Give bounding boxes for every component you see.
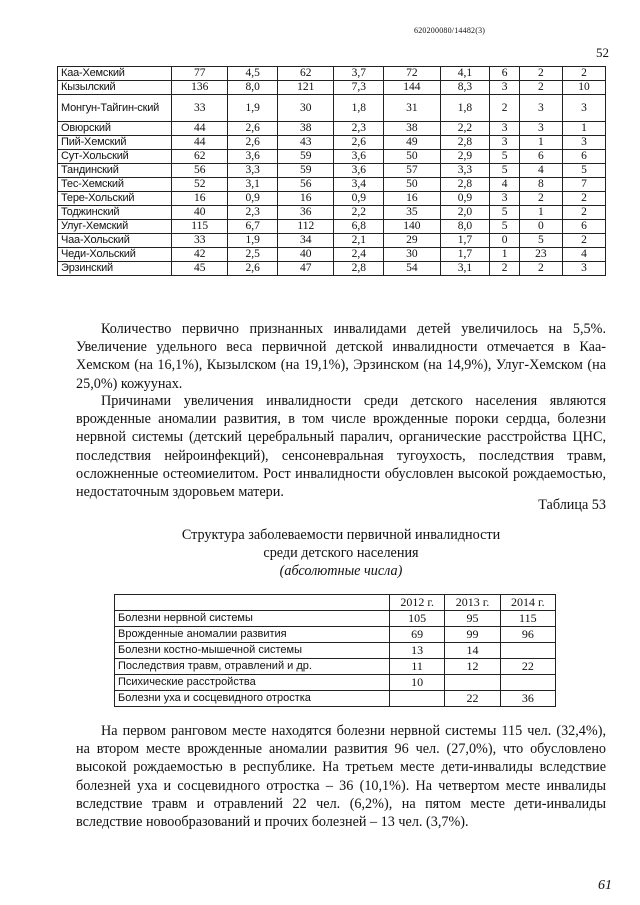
table-cell: 57 xyxy=(384,164,440,178)
table-cell: 8 xyxy=(519,178,562,192)
district-name: Тандинский xyxy=(58,164,172,178)
table-cell: 3 xyxy=(490,81,520,95)
table-title-line2: среди детского населения xyxy=(263,545,419,561)
table-cell: 7 xyxy=(562,178,605,192)
table-cell: 1,7 xyxy=(440,234,490,248)
table-row xyxy=(58,164,606,178)
table-cell: 1,9 xyxy=(228,234,278,248)
table-cell: 47 xyxy=(278,262,334,276)
table-cell: 22 xyxy=(500,659,555,675)
table-cell: 0,9 xyxy=(228,192,278,206)
district-name: Эрзинский xyxy=(58,262,172,276)
table-cell: 1,8 xyxy=(440,95,490,122)
table-cell xyxy=(390,691,445,707)
table-cell: 54 xyxy=(384,262,440,276)
table-cell: 50 xyxy=(384,178,440,192)
page-number: 52 xyxy=(596,45,609,60)
table-cell: 2,8 xyxy=(440,136,490,150)
table-cell: 2,8 xyxy=(334,262,384,276)
table-cell: 115 xyxy=(172,220,228,234)
table-cell: 0 xyxy=(490,234,520,248)
table-cell: 3,1 xyxy=(440,262,490,276)
table-cell: 36 xyxy=(500,691,555,707)
table-cell: 2,2 xyxy=(440,122,490,136)
disease-category: Последствия травм, отравлений и др. xyxy=(115,659,390,675)
paragraph-ranking xyxy=(76,722,606,831)
table-row xyxy=(115,627,556,643)
table-cell: 33 xyxy=(172,95,228,122)
disease-category: Врожденные аномалии развития xyxy=(115,627,390,643)
table-row xyxy=(58,67,606,81)
disease-category: Болезни костно-мышечной системы xyxy=(115,643,390,659)
district-name: Сут-Хольский xyxy=(58,150,172,164)
table-cell: 16 xyxy=(278,192,334,206)
table-cell: 3 xyxy=(562,136,605,150)
table-cell: 105 xyxy=(390,611,445,627)
table-cell: 3 xyxy=(490,136,520,150)
table-number-label: Таблица 53 xyxy=(538,497,606,513)
table-cell: 4 xyxy=(490,178,520,192)
table-cell: 62 xyxy=(278,67,334,81)
table-cell: 42 xyxy=(172,248,228,262)
district-disability-table xyxy=(57,66,606,276)
header-empty-cell xyxy=(115,595,390,611)
table-cell: 45 xyxy=(172,262,228,276)
table-cell: 56 xyxy=(278,178,334,192)
table-cell: 2,9 xyxy=(440,150,490,164)
table-cell: 3 xyxy=(519,122,562,136)
table-cell: 0,9 xyxy=(334,192,384,206)
table-cell: 50 xyxy=(384,150,440,164)
table-title-line3: (абсолютные числа) xyxy=(279,563,403,579)
table-cell: 59 xyxy=(278,164,334,178)
table-cell: 3,3 xyxy=(440,164,490,178)
table-cell: 44 xyxy=(172,136,228,150)
morbidity-structure-table xyxy=(114,594,556,707)
table-cell: 43 xyxy=(278,136,334,150)
table-cell: 2,5 xyxy=(228,248,278,262)
table-cell: 30 xyxy=(384,248,440,262)
disease-category: Болезни уха и сосцевидного отростка xyxy=(115,691,390,707)
paragraph-increase-text: Количество первично признанных инвалидами детей увеличилось на 5,5%. Увеличение удельного веса первичной детской инвалидности отмечается в Каа-Хемском (на 16,1%), Кызылском (на 19,1%), Эрзинском (на 14,9%), Улуг-Хемском (на 25,0%) кожуунах. xyxy=(76,321,606,392)
table-cell: 36 xyxy=(278,206,334,220)
table-cell: 5 xyxy=(490,150,520,164)
table-cell: 4 xyxy=(562,248,605,262)
table-row xyxy=(58,81,606,95)
table-row xyxy=(58,150,606,164)
table-cell: 2,8 xyxy=(440,178,490,192)
district-name: Овюрский xyxy=(58,122,172,136)
table-cell: 2,6 xyxy=(228,136,278,150)
table-cell: 112 xyxy=(278,220,334,234)
district-name: Каа-Хемский xyxy=(58,67,172,81)
table-cell: 2 xyxy=(519,262,562,276)
table-row xyxy=(115,611,556,627)
table-cell: 136 xyxy=(172,81,228,95)
table-cell: 2,0 xyxy=(440,206,490,220)
table-cell: 4 xyxy=(519,164,562,178)
table-cell: 7,3 xyxy=(334,81,384,95)
table-cell: 2 xyxy=(519,81,562,95)
table-row xyxy=(58,178,606,192)
table-cell: 95 xyxy=(445,611,500,627)
district-name: Тоджинский xyxy=(58,206,172,220)
table-row xyxy=(58,192,606,206)
table-cell: 40 xyxy=(278,248,334,262)
table-cell: 6 xyxy=(519,150,562,164)
table-cell: 0,9 xyxy=(440,192,490,206)
table-cell: 3 xyxy=(490,122,520,136)
table-cell xyxy=(500,643,555,659)
table-cell: 1,9 xyxy=(228,95,278,122)
table-cell: 8,0 xyxy=(228,81,278,95)
table-cell: 16 xyxy=(172,192,228,206)
district-name: Монгун-Тайгин-ский xyxy=(58,95,172,122)
table-row xyxy=(58,220,606,234)
table-cell: 3 xyxy=(562,95,605,122)
table-cell: 11 xyxy=(390,659,445,675)
year-2012-header: 2012 г. xyxy=(390,595,445,611)
table-cell xyxy=(445,675,500,691)
district-name: Тере-Хольский xyxy=(58,192,172,206)
table-cell: 2,6 xyxy=(228,122,278,136)
disease-category: Болезни нервной системы xyxy=(115,611,390,627)
table-cell: 56 xyxy=(172,164,228,178)
table-cell: 16 xyxy=(384,192,440,206)
table-cell: 140 xyxy=(384,220,440,234)
table-cell: 2,3 xyxy=(334,122,384,136)
table-cell: 121 xyxy=(278,81,334,95)
table-row xyxy=(58,136,606,150)
table-cell: 40 xyxy=(172,206,228,220)
table-row xyxy=(115,675,556,691)
table-cell: 44 xyxy=(172,122,228,136)
district-name: Улуг-Хемский xyxy=(58,220,172,234)
table-cell: 3,3 xyxy=(228,164,278,178)
table-cell: 38 xyxy=(384,122,440,136)
table-cell: 34 xyxy=(278,234,334,248)
table-cell: 2 xyxy=(562,67,605,81)
table-row xyxy=(58,122,606,136)
table-title-line1: Структура заболеваемости первичной инвалидности xyxy=(181,527,501,543)
table-cell: 8,0 xyxy=(440,220,490,234)
table-cell: 49 xyxy=(384,136,440,150)
district-name: Чаа-Хольский xyxy=(58,234,172,248)
table-cell: 77 xyxy=(172,67,228,81)
paragraph-causes xyxy=(76,392,606,501)
table-cell: 10 xyxy=(562,81,605,95)
document-id: 620200080/14482(3) xyxy=(414,26,486,35)
paragraph-increase xyxy=(76,320,606,393)
table-cell: 31 xyxy=(384,95,440,122)
table-cell: 3,1 xyxy=(228,178,278,192)
table-cell: 2,6 xyxy=(228,262,278,276)
table-cell: 2 xyxy=(562,234,605,248)
district-name: Чеди-Хольский xyxy=(58,248,172,262)
table-row xyxy=(115,643,556,659)
table-cell: 3 xyxy=(519,95,562,122)
year-2014-header: 2014 г. xyxy=(500,595,555,611)
table-cell: 38 xyxy=(278,122,334,136)
table-cell: 69 xyxy=(390,627,445,643)
table-cell: 1,7 xyxy=(440,248,490,262)
table-cell: 3 xyxy=(490,192,520,206)
district-name: Кызылский xyxy=(58,81,172,95)
table-cell: 6 xyxy=(562,220,605,234)
district-name: Пий-Хемский xyxy=(58,136,172,150)
table-cell: 99 xyxy=(445,627,500,643)
table-cell: 12 xyxy=(445,659,500,675)
table-cell: 3 xyxy=(562,262,605,276)
table-cell: 1 xyxy=(519,206,562,220)
table-row xyxy=(115,691,556,707)
table-cell: 8,3 xyxy=(440,81,490,95)
table-cell: 22 xyxy=(445,691,500,707)
table-cell: 14 xyxy=(445,643,500,659)
table-cell: 1 xyxy=(490,248,520,262)
table-cell: 3,4 xyxy=(334,178,384,192)
table-cell: 30 xyxy=(278,95,334,122)
table-cell: 13 xyxy=(390,643,445,659)
table-cell: 0 xyxy=(519,220,562,234)
table-cell: 4,1 xyxy=(440,67,490,81)
table-cell: 1,8 xyxy=(334,95,384,122)
table-row xyxy=(58,248,606,262)
table-cell: 23 xyxy=(519,248,562,262)
table-cell: 52 xyxy=(172,178,228,192)
paragraph-ranking-text: На первом ранговом месте находятся болезни нервной системы 115 чел. (32,4%), на втором месте врожденные аномалии развития 96 чел. (27,0%), что обусловлено высокой рождаемостью в республике. На третьем месте дети-инвалиды вследствие болезней уха и сосцевидного отростка – 36 (10,1%). На четвертом месте инвалиды вследствие травм и отравлений 22 чел. (6,2%), на пятом месте дети-инвалиды вследствие новообразований и прочих болезней – 13 чел. (3,7%). xyxy=(76,723,606,831)
table-cell xyxy=(500,675,555,691)
year-2013-header: 2013 г. xyxy=(445,595,500,611)
table-cell: 62 xyxy=(172,150,228,164)
table-cell: 6 xyxy=(490,67,520,81)
table-cell: 5 xyxy=(562,164,605,178)
table-cell: 2,1 xyxy=(334,234,384,248)
table-header-row xyxy=(115,595,556,611)
table-cell: 3,6 xyxy=(228,150,278,164)
table-cell: 72 xyxy=(384,67,440,81)
table-row xyxy=(58,206,606,220)
table-cell: 5 xyxy=(490,206,520,220)
table-cell: 2 xyxy=(490,262,520,276)
disease-category: Психические расстройства xyxy=(115,675,390,691)
table-cell: 3,7 xyxy=(334,67,384,81)
table-cell: 6 xyxy=(562,150,605,164)
table-cell: 2 xyxy=(490,95,520,122)
table-cell: 2,6 xyxy=(334,136,384,150)
table-cell: 5 xyxy=(490,220,520,234)
table-cell: 59 xyxy=(278,150,334,164)
table-cell: 1 xyxy=(562,122,605,136)
table-cell: 2,4 xyxy=(334,248,384,262)
table-cell: 10 xyxy=(390,675,445,691)
table-cell: 1 xyxy=(519,136,562,150)
paragraph-causes-text: Причинами увеличения инвалидности среди детского населения являются врожденные аномалии развития, в том числе врожденные пороки сердца, болезни нервной системы (детский церебральный паралич, органические расстройства ЦНС, последствия нейроинфекций), сенсоневральная тугоухость, последствия травм, осложненные остеомиелитом. Рост инвалидности обусловлен высокой рождаемостью, недостаточным здоровьем матери. xyxy=(76,393,606,501)
district-name: Тес-Хемский xyxy=(58,178,172,192)
table-cell: 35 xyxy=(384,206,440,220)
table-cell: 96 xyxy=(500,627,555,643)
table-cell: 3,6 xyxy=(334,150,384,164)
handwritten-page-mark: 61 xyxy=(598,878,612,893)
table-cell: 2,3 xyxy=(228,206,278,220)
table-cell: 2 xyxy=(562,192,605,206)
table-cell: 2,2 xyxy=(334,206,384,220)
table-row xyxy=(115,659,556,675)
table-cell: 29 xyxy=(384,234,440,248)
table-cell: 6,8 xyxy=(334,220,384,234)
table-row xyxy=(58,234,606,248)
table-cell: 2 xyxy=(562,206,605,220)
table-cell: 33 xyxy=(172,234,228,248)
table-cell: 3,6 xyxy=(334,164,384,178)
table-row xyxy=(58,262,606,276)
table-cell: 115 xyxy=(500,611,555,627)
table-cell: 2 xyxy=(519,67,562,81)
table-cell: 2 xyxy=(519,192,562,206)
table-cell: 4,5 xyxy=(228,67,278,81)
table-row xyxy=(58,95,606,122)
table-cell: 5 xyxy=(519,234,562,248)
table-cell: 6,7 xyxy=(228,220,278,234)
table-cell: 144 xyxy=(384,81,440,95)
table-cell: 5 xyxy=(490,164,520,178)
